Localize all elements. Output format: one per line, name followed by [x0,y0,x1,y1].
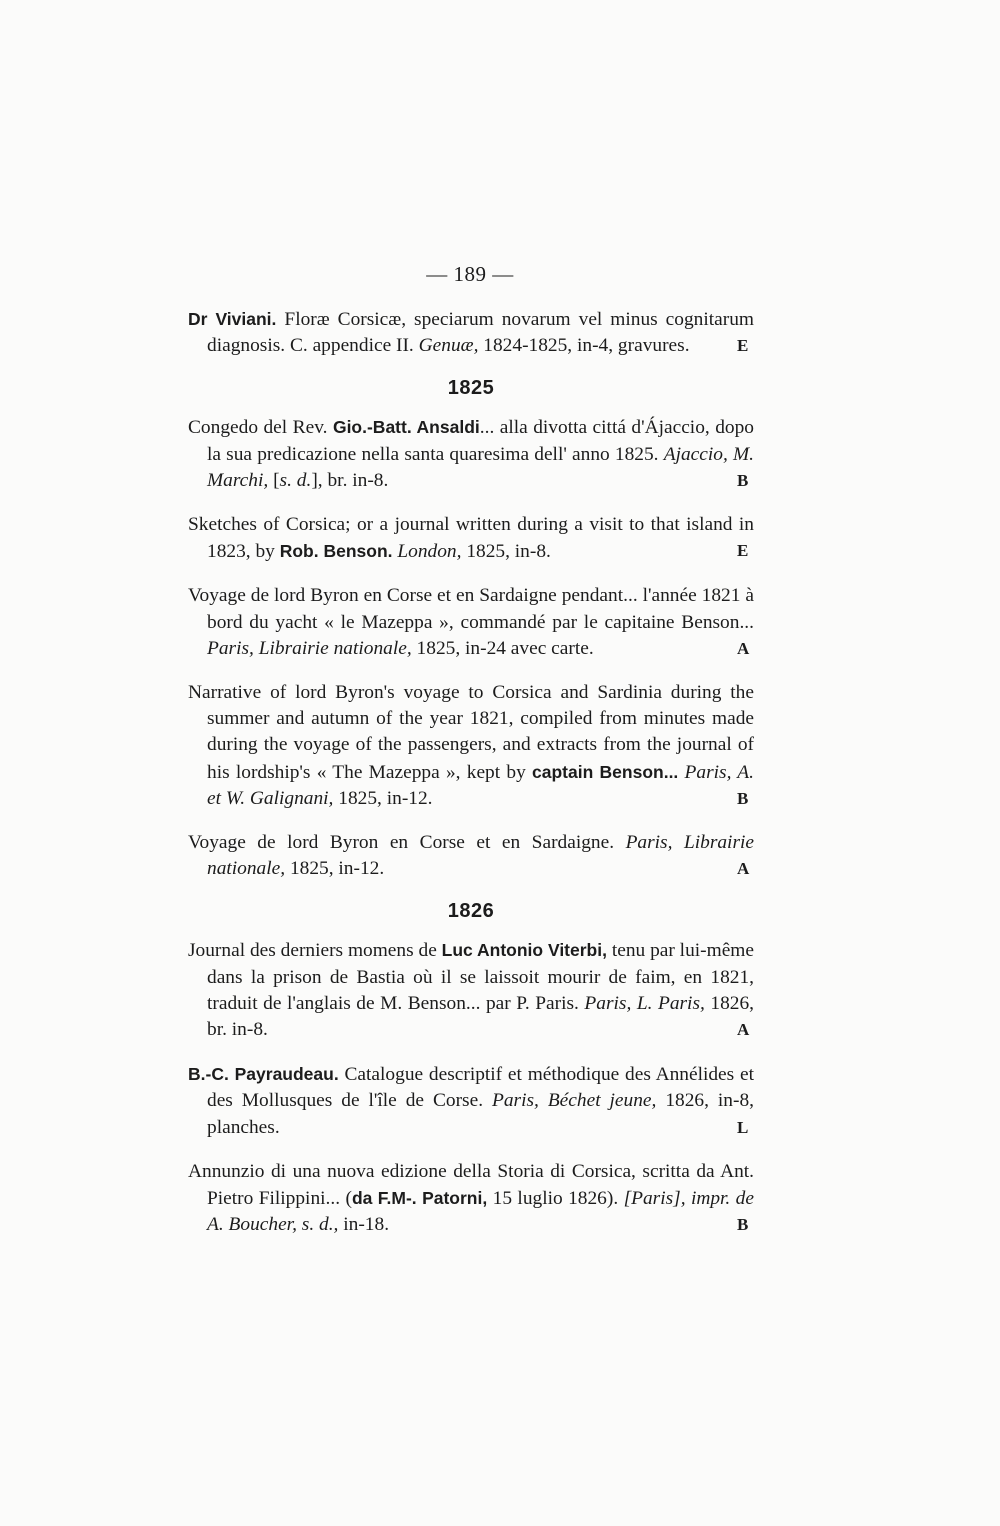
entry-imprint: Paris, Librairie nationale, [207,832,754,880]
entry-author: B.-C. Payraudeau. [188,1064,339,1085]
entry-text: Catalogue descriptif et méthodique des Annélides et des Mollusques de l'île de Corse. [207,1064,754,1112]
entry-text: 1824-1825, in-4, gravures. [478,335,690,357]
entry-text: ], br. in-8. [311,469,389,491]
entry-payraudeau: B.-C. Payraudeau. Catalogue descriptif et méthodique des Annélides et des Mollusques de l'île de Corse. Paris, Béchet jeune, 1826, in-8, planches. L [188,1064,754,1138]
entry-text: 15 luglio 1826). [487,1188,624,1210]
entry-viterbi: Journal des derniers momens de Luc Antonio Viterbi, tenu par lui-même dans la prison de Bastia où il se laissoit mourir de faim, en 1821, traduit de l'anglais de M. Benson... par P. Paris. Paris, L. Paris, 1826, br. in-8. A [188,940,754,1041]
entry-author: Dr Viviani. [188,309,277,329]
year-heading-1826: 1826 [447,900,495,923]
entry-text: 1825, in-8. [461,541,551,563]
entry-author: Gio.-Batt. Ansaldi [332,417,480,438]
entry-voyage-byron-12: Voyage de lord Byron en Corse et en Sardaigne. Paris, Librairie nationale, 1825, in-12. A [188,832,754,880]
year-heading-1825: 1825 [447,377,495,400]
entry-text: [ [268,469,280,491]
entry-text: 1825, in-24 avec carte. [411,637,594,659]
entry-viviani: Dr Viviani. Floræ Corsicæ, speciarum novarum vel minus cognitarum diagnosis. C. appendice II. Genuæ, 1824-1825, in-4, gravures. E [188,309,754,357]
entry-text: ... alla divotta cittá d'Ájaccio, dopo la sua predicazione nella santa quaresima dell' anno 1825. [207,417,754,465]
entry-imprint: Paris, A. et W. Galignani, [207,761,754,809]
entry-text: Narrative of lord Byron's voyage to Corsica and Sardinia during the summer and autumn of the year 1821, compiled from minutes made during the voyage of the passengers, and extracts from the journal of his lordship's « The Mazeppa », kept by [188,682,754,783]
entry-text: Journal des derniers momens de [188,940,442,962]
entry-imprint: s. d. [279,469,312,491]
entry-text: Voyage de lord Byron en Corse et en Sardaigne. [188,832,626,854]
entry-text: 1826, in-8, planches. [207,1090,754,1138]
entry-text: Sketches of Corsica; or a journal written during a visit to that island in 1823, by [188,514,754,563]
entry-imprint: London, [397,541,462,563]
entry-voyage-byron: Voyage de lord Byron en Corse et en Sardaigne pendant... l'année 1821 à bord du yacht « le Mazeppa », commandé par le capitaine Benson... Paris, Librairie nationale, 1825, in-24 avec carte. A [188,585,754,659]
entry-annunzio: Annunzio di una nuova edizione della Storia di Corsica, scritta da Ant. Pietro Filippini... (da F.M-. Patorni, 15 luglio 1826). [Paris], impr. de A. Boucher, s. d., in-18. B [188,1160,754,1236]
bibliography-content [188,306,754,1256]
entry-imprint: Paris, Librairie nationale, [207,637,412,659]
entry-text: 1825, in-12. [333,787,433,809]
entry-imprint: Paris, L. Paris, [584,992,705,1014]
entry-text: Voyage de lord Byron en Corse et en Sardaigne pendant... l'année 1821 à bord du yacht « le Mazeppa », commandé par le capitaine Benson... [188,585,754,633]
entry-text: in-18. [338,1214,390,1236]
entry-imprint: [Paris], impr. de A. Boucher, s. d., [207,1188,754,1236]
entry-text: Congedo del Rev. [188,417,333,439]
entry-author: Rob. Benson. [279,541,393,562]
entry-author: da F.M-. Patorni, [351,1188,488,1209]
entry-ansaldi: Congedo del Rev. Gio.-Batt. Ansaldi... alla divotta cittá d'Ájaccio, dopo la sua predicazione nella santa quaresima dell' anno 1825. Ajaccio, M. Marchi, [s. d.], br. in-8. B [188,417,754,491]
entry-imprint: Ajaccio, M. Marchi, [207,443,754,491]
entry-text: 1826, br. in-8. [207,992,754,1041]
page-number: — 189 — [426,262,514,286]
entry-text: Floræ Corsicæ, speciarum novarum vel minus cognitarum diagnosis. C. appendice II. [207,309,754,357]
entry-imprint: Paris, Béchet jeune, [492,1090,657,1112]
entry-author: Luc Antonio Viterbi, [441,940,607,961]
entry-sketches: Sketches of Corsica; or a journal written during a visit to that island in 1823, by Rob. Benson. London, 1825, in-8. E [188,514,754,563]
entry-narrative: Narrative of lord Byron's voyage to Corsica and Sardinia during the summer and autumn of the year 1821, compiled from minutes made during the voyage of the passengers, and extracts from the journal of his lordship's « The Mazeppa », kept by captain Benson... Paris, A. et W. Galignani, 1825, in-12. B [188,682,754,809]
entry-text: Annunzio di una nuova edizione della Storia di Corsica, scritta da Ant. Pietro Filippini... ( [188,1160,754,1210]
entry-imprint: Genuæ, [418,335,479,357]
entry-author: captain Benson... [532,761,679,782]
entry-text: tenu par lui-même dans la prison de Bastia où il se laissoit mourir de faim, en 1821, traduit de l'anglais de M. Benson... par P. Paris. [207,940,754,1014]
entry-text: 1825, in-12. [285,858,385,880]
